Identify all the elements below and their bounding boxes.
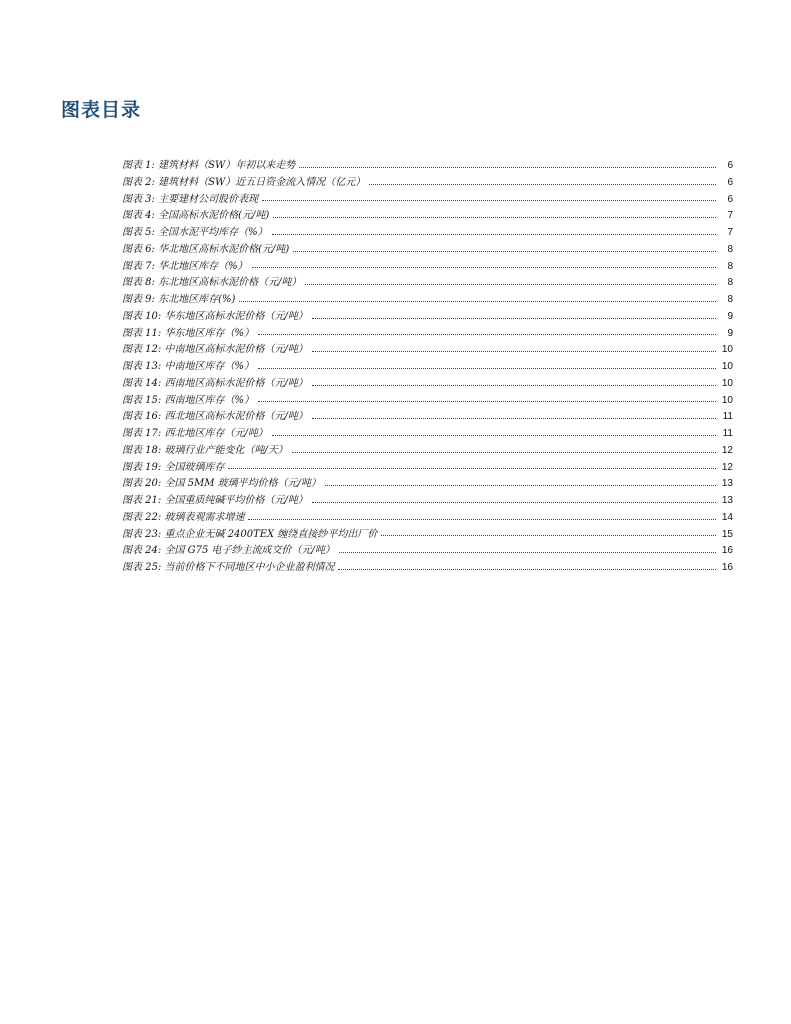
toc-entry[interactable] xyxy=(122,357,733,374)
toc-dot-leader xyxy=(312,318,716,319)
toc-entry-page-number: 13 xyxy=(721,495,733,506)
toc-entry-page-number: 12 xyxy=(721,444,733,456)
toc-entry-page-number: 6 xyxy=(727,160,733,171)
toc-entry-page-number: 15 xyxy=(721,528,733,540)
toc-entry-label: 图表 16: 西北地区高标水泥价格（元/吨） xyxy=(122,411,308,423)
toc-entry-page-number: 11 xyxy=(722,411,733,423)
toc-entry-label: 图表 15: 西南地区库存（%） xyxy=(122,394,254,406)
toc-dot-leader xyxy=(258,334,716,335)
toc-entry[interactable] xyxy=(122,424,733,441)
toc-entry[interactable] xyxy=(122,558,733,575)
toc-entry[interactable] xyxy=(122,156,733,173)
toc-entry-label: 图表 18: 玻璃行业产能变化（吨/天） xyxy=(122,444,288,456)
toc-dot-leader xyxy=(381,535,716,536)
toc-entry[interactable] xyxy=(122,257,733,274)
toc-entry-page-number: 11 xyxy=(722,428,733,439)
toc-entry-page-number: 7 xyxy=(727,210,733,222)
toc-entry-page-number: 8 xyxy=(727,243,733,255)
toc-dot-leader xyxy=(312,385,716,386)
toc-dot-leader xyxy=(239,301,716,302)
toc-entry-page-number: 10 xyxy=(721,377,733,389)
toc-entry-label: 图表 22: 玻璃表观需求增速 xyxy=(122,511,245,523)
toc-dot-leader xyxy=(258,401,716,402)
toc-entry[interactable] xyxy=(122,474,733,491)
toc-entry-label: 图表 11: 华东地区库存（%） xyxy=(122,327,254,339)
toc-dot-leader xyxy=(312,502,716,503)
toc-entry-label: 图表 24: 全国 G75 电子纱主流成交价（元/吨） xyxy=(122,545,335,557)
toc-entry-label: 图表 9: 东北地区库存(%) xyxy=(122,294,236,305)
toc-entry[interactable] xyxy=(122,223,733,240)
toc-entry[interactable] xyxy=(122,525,733,542)
toc-entry-label: 图表 2: 建筑材料（SW）近五日资金流入情况（亿元） xyxy=(122,176,366,188)
toc-entry-label: 图表 5: 全国水泥平均库存（%） xyxy=(122,227,268,238)
toc-entry-label: 图表 6: 华北地区高标水泥价格(元/吨) xyxy=(122,243,290,255)
toc-dot-leader xyxy=(228,468,716,469)
toc-entry-page-number: 6 xyxy=(727,193,733,205)
toc-entry[interactable] xyxy=(122,441,733,458)
toc-dot-leader xyxy=(272,435,716,436)
toc-dot-leader xyxy=(248,519,716,520)
toc-entry-label: 图表 4: 全国高标水泥价格(元/吨) xyxy=(122,210,270,222)
toc-entry[interactable] xyxy=(122,508,733,525)
toc-entry[interactable] xyxy=(122,491,733,508)
toc-entry-page-number: 12 xyxy=(721,461,733,473)
toc-entry-label: 图表 8: 东北地区高标水泥价格（元/吨） xyxy=(122,277,302,289)
toc-entry[interactable] xyxy=(122,458,733,475)
toc-dot-leader xyxy=(252,267,716,268)
toc-dot-leader xyxy=(292,452,716,453)
toc-entry[interactable] xyxy=(122,324,733,341)
toc-entry-label: 图表 21: 全国重质纯碱平均价格（元/吨） xyxy=(122,495,308,506)
toc-dot-leader xyxy=(305,284,716,285)
toc-dot-leader xyxy=(312,418,716,419)
toc-entry-label: 图表 3: 主要建材公司股价表现 xyxy=(122,193,259,205)
toc-entry-page-number: 16 xyxy=(721,562,733,573)
toc-entry-label: 图表 13: 中南地区库存（%） xyxy=(122,361,254,372)
toc-entry-label: 图表 19: 全国玻璃库存 xyxy=(122,461,225,473)
toc-entry-label: 图表 7: 华北地区库存（%） xyxy=(122,260,248,272)
toc-title: 图表目录 xyxy=(61,99,142,121)
toc-entry-page-number: 16 xyxy=(721,545,733,557)
toc-dot-leader xyxy=(339,552,716,553)
toc-entry-label: 图表 17: 西北地区库存（元/吨） xyxy=(122,428,268,439)
toc-entry[interactable] xyxy=(122,240,733,257)
toc-dot-leader xyxy=(369,184,716,185)
toc-dot-leader xyxy=(312,351,716,352)
toc-entry-page-number: 9 xyxy=(727,310,733,322)
toc-entry[interactable] xyxy=(122,391,733,408)
toc-entry-page-number: 7 xyxy=(727,227,733,238)
toc-entry-page-number: 10 xyxy=(721,361,733,372)
toc-entry-page-number: 8 xyxy=(727,294,733,305)
toc-entry-label: 图表 25: 当前价格下不同地区中小企业盈利情况 xyxy=(122,562,335,573)
toc-entry-page-number: 10 xyxy=(721,394,733,406)
toc-dot-leader xyxy=(272,234,716,235)
toc-entry[interactable] xyxy=(122,290,733,307)
toc-entry[interactable] xyxy=(122,407,733,424)
toc-list xyxy=(122,156,733,575)
toc-entry-page-number: 8 xyxy=(727,260,733,272)
toc-dot-leader xyxy=(273,217,716,218)
toc-entry-page-number: 8 xyxy=(727,277,733,289)
toc-dot-leader xyxy=(338,569,716,570)
toc-entry-page-number: 9 xyxy=(727,327,733,339)
toc-entry[interactable] xyxy=(122,374,733,391)
toc-entry-label: 图表 10: 华东地区高标水泥价格（元/吨） xyxy=(122,310,308,322)
toc-entry[interactable] xyxy=(122,340,733,357)
toc-entry-page-number: 13 xyxy=(721,478,733,490)
toc-entry-label: 图表 20: 全国 5MM 玻璃平均价格（元/吨） xyxy=(122,478,322,490)
toc-entry-label: 图表 1: 建筑材料（SW）年初以来走势 xyxy=(122,160,296,171)
toc-entry-page-number: 14 xyxy=(721,511,733,523)
toc-entry-page-number: 6 xyxy=(727,176,733,188)
toc-entry[interactable] xyxy=(122,307,733,324)
toc-dot-leader xyxy=(262,200,716,201)
toc-entry[interactable] xyxy=(122,541,733,558)
toc-dot-leader xyxy=(325,485,716,486)
toc-dot-leader xyxy=(293,251,716,252)
toc-entry-label: 图表 12: 中南地区高标水泥价格（元/吨） xyxy=(122,344,308,356)
toc-dot-leader xyxy=(258,368,716,369)
toc-entry[interactable] xyxy=(122,173,733,190)
toc-entry-label: 图表 23: 重点企业无碱 2400TEX 缠绕直接纱平均出厂价 xyxy=(122,528,378,540)
toc-entry-label: 图表 14: 西南地区高标水泥价格（元/吨） xyxy=(122,377,308,389)
toc-entry[interactable] xyxy=(122,206,733,223)
toc-entry[interactable] xyxy=(122,190,733,207)
toc-dot-leader xyxy=(299,167,716,168)
toc-entry[interactable] xyxy=(122,273,733,290)
toc-entry-page-number: 10 xyxy=(721,344,733,356)
